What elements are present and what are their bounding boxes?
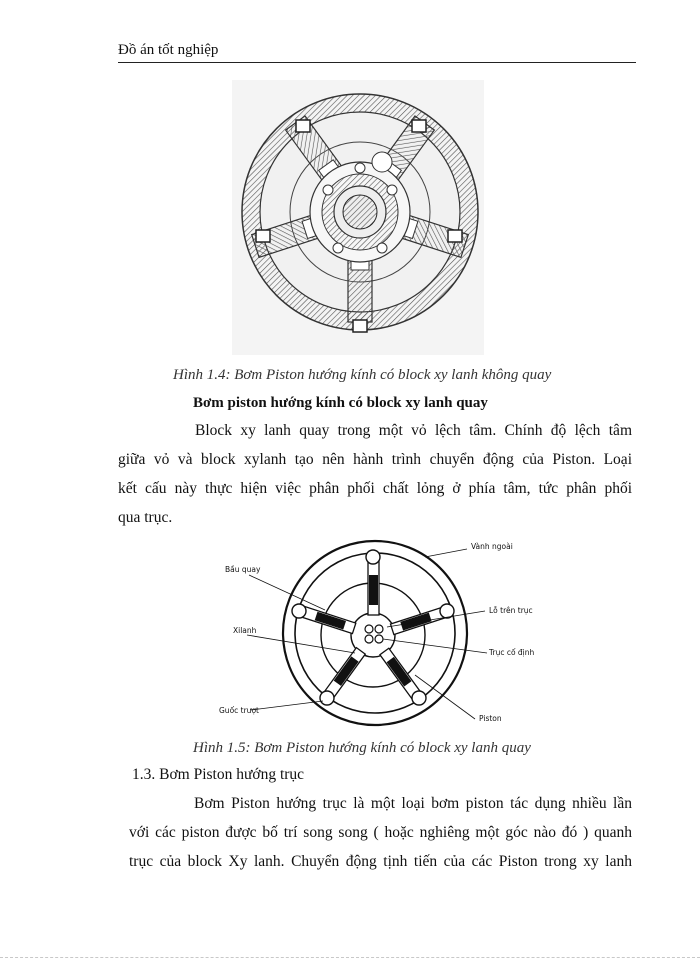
label-slipper: Guốc trượt <box>219 706 259 715</box>
paragraph-line: Block xy lanh quay trong một vỏ lệch tâm. Chính độ lệch tâm <box>195 422 632 439</box>
label-piston: Piston <box>479 714 502 723</box>
figure-1-4-drawing <box>232 80 484 355</box>
page-header <box>118 40 636 63</box>
label-shaft-hole: Lỗ trên trục <box>489 606 533 615</box>
paragraph-line: kết cấu này thực hiện việc phân phối chất lỏng ở phía tâm, tức phân phối <box>118 480 632 497</box>
paragraph-line: với các piston được bố trí song song ( hoặc nghiêng một góc nào đó ) quanh <box>129 824 632 841</box>
section-heading-radial: Bơm piston hướng kính có block xy lanh quay <box>193 395 488 411</box>
paragraph-line: Bơm Piston hướng trục là một loại bơm piston tác dụng nhiều lần <box>194 795 632 812</box>
label-rotor: Bầu quay <box>225 565 261 574</box>
label-outer-ring: Vành ngoài <box>471 542 513 551</box>
paragraph-radial <box>118 416 632 532</box>
figure-1-4-caption: Hình 1.4: Bơm Piston hướng kính có block xy lanh không quay <box>173 367 552 383</box>
section-title-axial: 1.3. Bơm Piston hướng trục <box>132 766 305 783</box>
figure-1-5-diagram <box>205 535 565 730</box>
label-fixed-shaft: Trục cố định <box>489 648 535 657</box>
figure-1-5-caption: Hình 1.5: Bơm Piston hướng kính có block xy lanh quay <box>193 740 531 756</box>
label-cylinder: Xilanh <box>233 626 257 635</box>
paragraph-axial <box>129 789 632 876</box>
paragraph-line: trục của block Xy lanh. Chuyển động tịnh tiến của các Piston trong xy lanh <box>129 853 632 870</box>
header-title: Đồ án tốt nghiệp <box>118 42 219 58</box>
paragraph-line: qua trục. <box>118 509 173 526</box>
page-bottom-rule <box>0 957 700 958</box>
paragraph-line: giữa vỏ và block xylanh tạo nên hành trình chuyển động của Piston. Loại <box>118 451 632 468</box>
